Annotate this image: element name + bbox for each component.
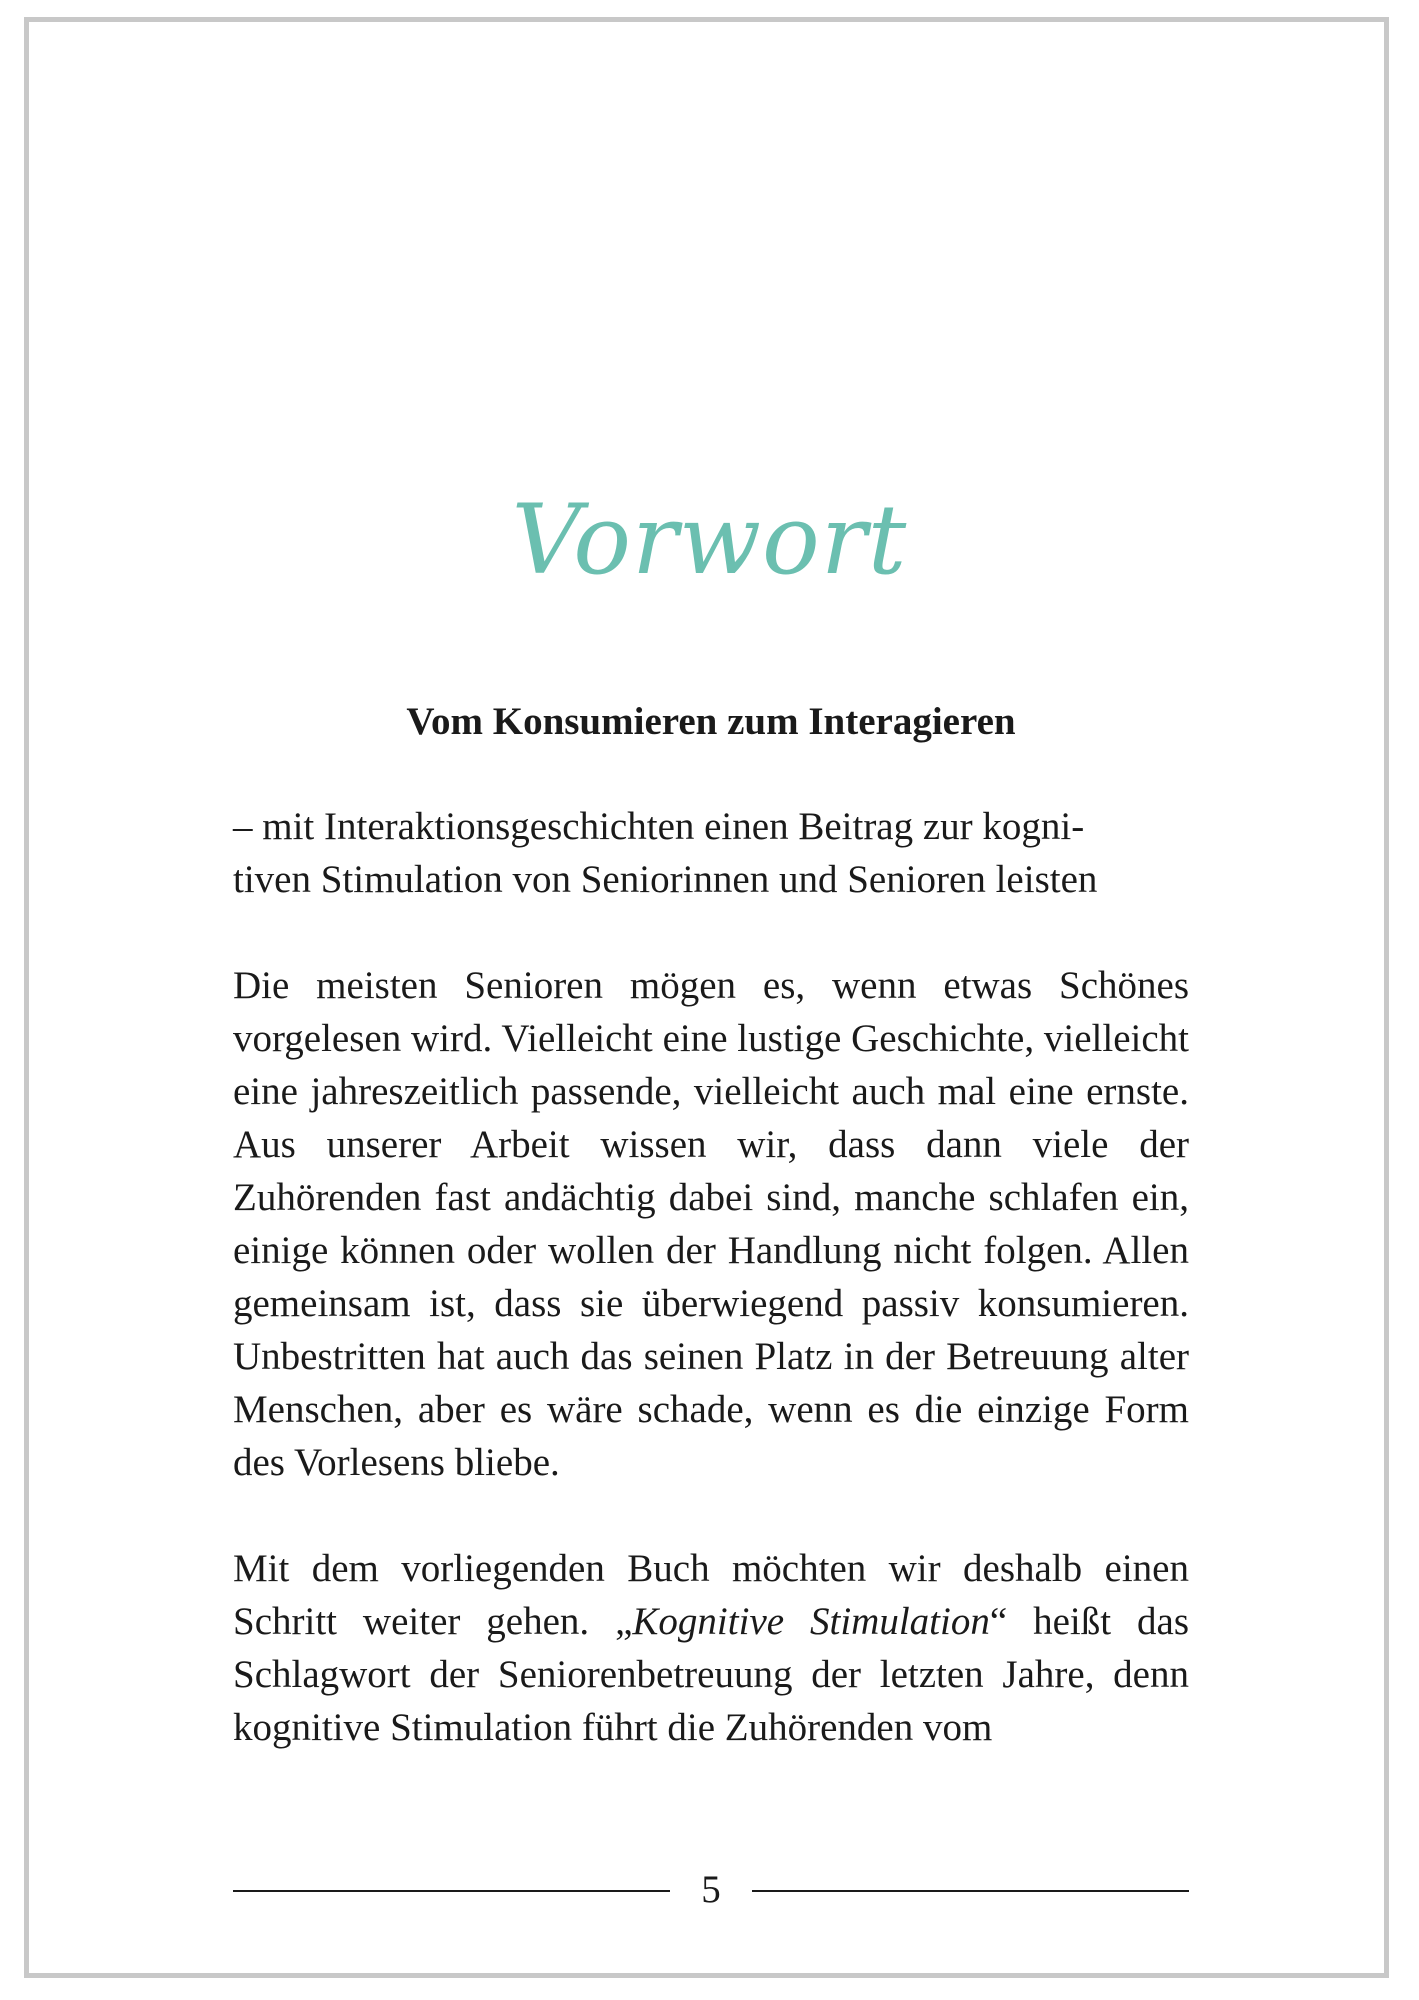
page-content: [233, 695, 1189, 1754]
paragraph-2-text-start: Mit dem vorliegenden Buch möchten wir deshalb einen Schritt weiter gehen. „: [233, 1547, 1189, 1643]
paragraph-2-emphasis: Kognitive Stimulation: [632, 1600, 990, 1643]
page-number: 5: [701, 1868, 721, 1911]
page-footer: [233, 1862, 1189, 1918]
paragraph-1: Die meisten Senioren mögen es, wenn etwas Schönes vorgelesen wird. Vielleicht eine lustige Geschichte, vielleicht eine jahreszeitlich passende, vielleicht auch mal eine ernste. Aus unserer Arbeit wissen wir, dass dann viele der Zuhörenden fast andächtig dabei sind, manche schlafen ein, einige können oder wollen der Handlung nicht folgen. Allen gemeinsam ist, dass sie überwiegend passiv konsumieren. Unbestritten hat auch das seinen Platz in der Betreuung alter Menschen, aber es wäre schade, wenn es die einzige Form des Vorlesens bliebe.: [233, 964, 1189, 1484]
lead-line-1: – mit Interaktionsgeschichten einen Beitrag zur kogni-: [233, 805, 1085, 848]
footer-rule-right: [752, 1890, 1189, 1892]
lead-text: [233, 800, 1189, 906]
paragraph-2-text-end: “ heißt das Schlagwort der Seniorenbetreuung der letzten Jahre, denn kognitive Stimulation führt die Zuhörenden vom: [233, 1600, 1189, 1749]
paragraph-2: [233, 1542, 1189, 1754]
lead-line-2: tiven Stimulation von Seniorinnen und Senioren leisten: [233, 858, 1098, 901]
chapter-subtitle: Vom Konsumieren zum Interagieren: [406, 700, 1016, 743]
chapter-title: Vorwort: [511, 484, 908, 596]
